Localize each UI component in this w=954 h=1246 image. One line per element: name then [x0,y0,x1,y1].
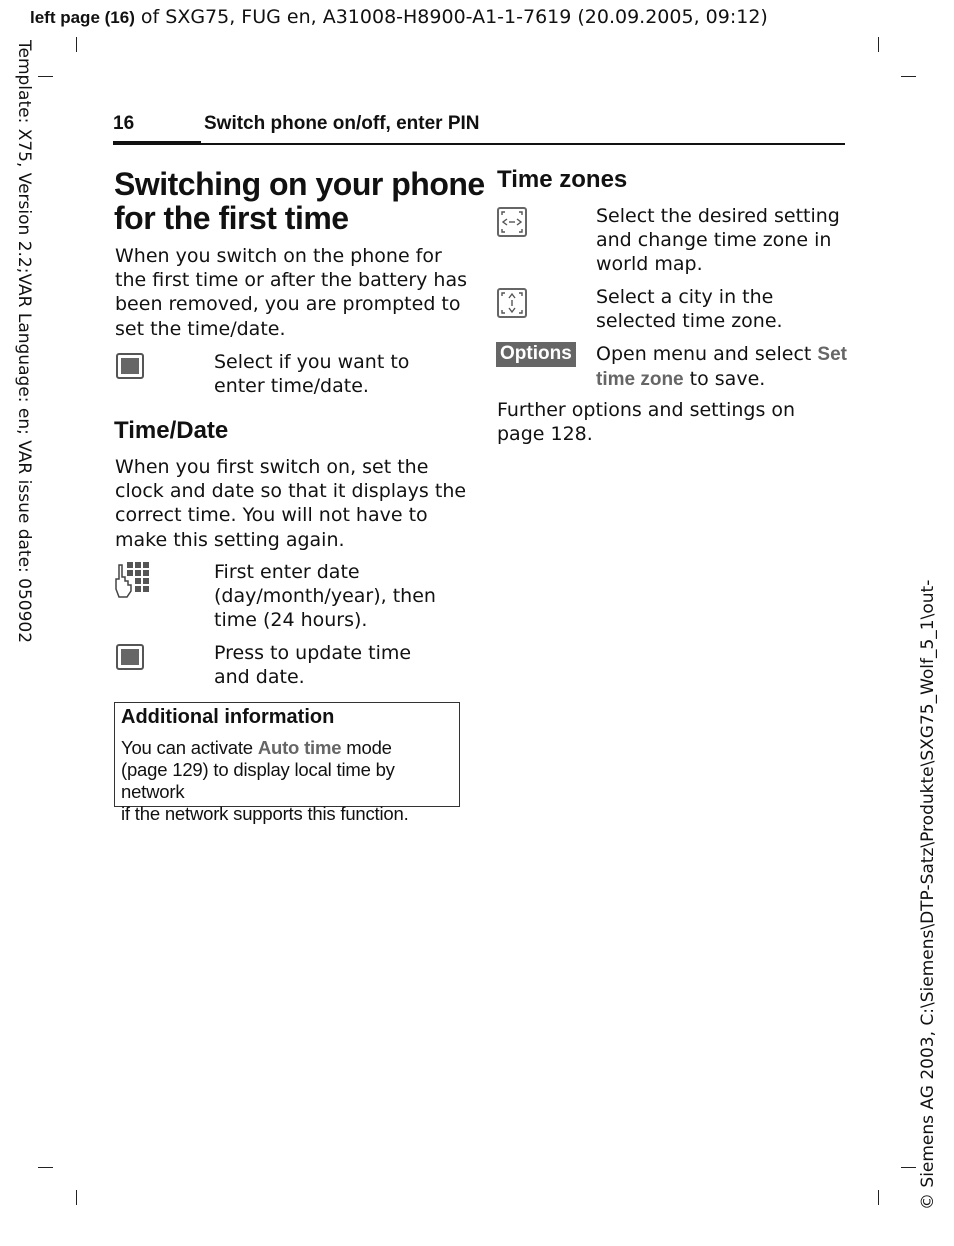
copyright-path-vertical: © Siemens AG 2003, C:\Siemens\DTP-Satz\Produkte\SXG75_Wolf_5_1\out- [918,579,938,1210]
subheading-time-date: Time/Date [114,417,229,444]
text-line: (page 129) to display local time by network [121,759,395,802]
document-info-line [30,6,768,28]
step-select-city [596,285,783,333]
step-select-time-date [214,350,409,398]
text-line: enter time/date. [214,375,369,398]
document-reference: of SXG75, FUG en, A31008-H8900-A1-1-7619 (20.09.2005, 09:12) [134,6,768,28]
crop-mark [901,76,916,77]
time-date-paragraph [115,455,466,552]
text-fragment: mode [341,737,392,758]
text-line: and date. [214,666,305,689]
text-line [121,737,459,759]
menu-term-time-zone: time zone [596,369,684,391]
text-line [596,342,847,367]
main-heading [114,167,485,235]
text-fragment: You can activate [121,737,258,758]
text-line: Select a city in the [596,286,774,308]
text-line: time (24 hours). [214,609,368,632]
subheading-time-zones: Time zones [497,166,628,193]
select-key-icon [116,644,144,670]
text-line: Select the desired setting [596,205,840,227]
text-line: page 128. [497,423,593,446]
header-rule-thick [113,141,201,145]
text-line: Further options and settings on [497,399,796,421]
section-title: Switch phone on/off, enter PIN [204,113,480,134]
further-options-paragraph [497,398,795,446]
text-line: selected time zone. [596,310,783,333]
text-line: correct time. You will not have to [115,504,428,527]
text-fragment: to save. [683,368,766,391]
template-info-vertical: Template: X75, Version 2.2;VAR Language: en; VAR issue date: 050902 [14,40,34,644]
text-line: set the time/date. [115,317,286,340]
crop-mark [76,1190,77,1205]
text-line: Select if you want to [214,351,410,373]
intro-paragraph [115,244,467,341]
step-enter-date [214,560,436,633]
options-softkey: Options [496,342,576,367]
crop-mark [38,1167,53,1168]
info-box-title: Additional information [121,706,335,728]
menu-term-auto-time: Auto time [257,737,342,758]
text-line: and change time zone in [596,229,832,252]
text-line: been removed, you are prompted to [115,293,461,316]
main-heading-line: Switching on your phone [114,166,485,202]
main-heading-line: for the first time [114,200,349,236]
step-options [596,342,847,392]
keypad-hand-icon [113,561,153,599]
text-line: make this setting again. [115,528,345,551]
text-line: clock and date so that it displays the [115,480,467,503]
text-line: if the network supports this function. [121,803,409,824]
text-line [596,367,847,392]
menu-term-set: Set [817,344,847,365]
additional-info-box [114,702,460,824]
text-fragment: Open menu and select [596,343,818,365]
step-select-time-zone [596,204,840,277]
text-line: world map. [596,253,703,276]
header-rule [201,143,845,145]
step-update-time [214,641,411,689]
text-line: First enter date [214,561,360,583]
crop-mark [878,1190,879,1205]
navigation-up-down-icon [497,288,527,318]
page-label: left page (16) [30,8,135,27]
crop-mark [76,37,77,52]
text-line: Press to update time [214,642,412,664]
page-number: 16 [113,113,135,134]
navigation-left-right-icon [497,207,527,237]
text-line: When you switch on the phone for [115,245,442,267]
info-box-text [121,737,459,825]
text-line: (day/month/year), then [214,585,436,608]
crop-mark [878,37,879,52]
text-line: When you first switch on, set the [115,456,429,478]
crop-mark [901,1167,916,1168]
text-line: the first time or after the battery has [115,269,468,292]
select-key-icon [116,353,144,379]
crop-mark [38,76,53,77]
